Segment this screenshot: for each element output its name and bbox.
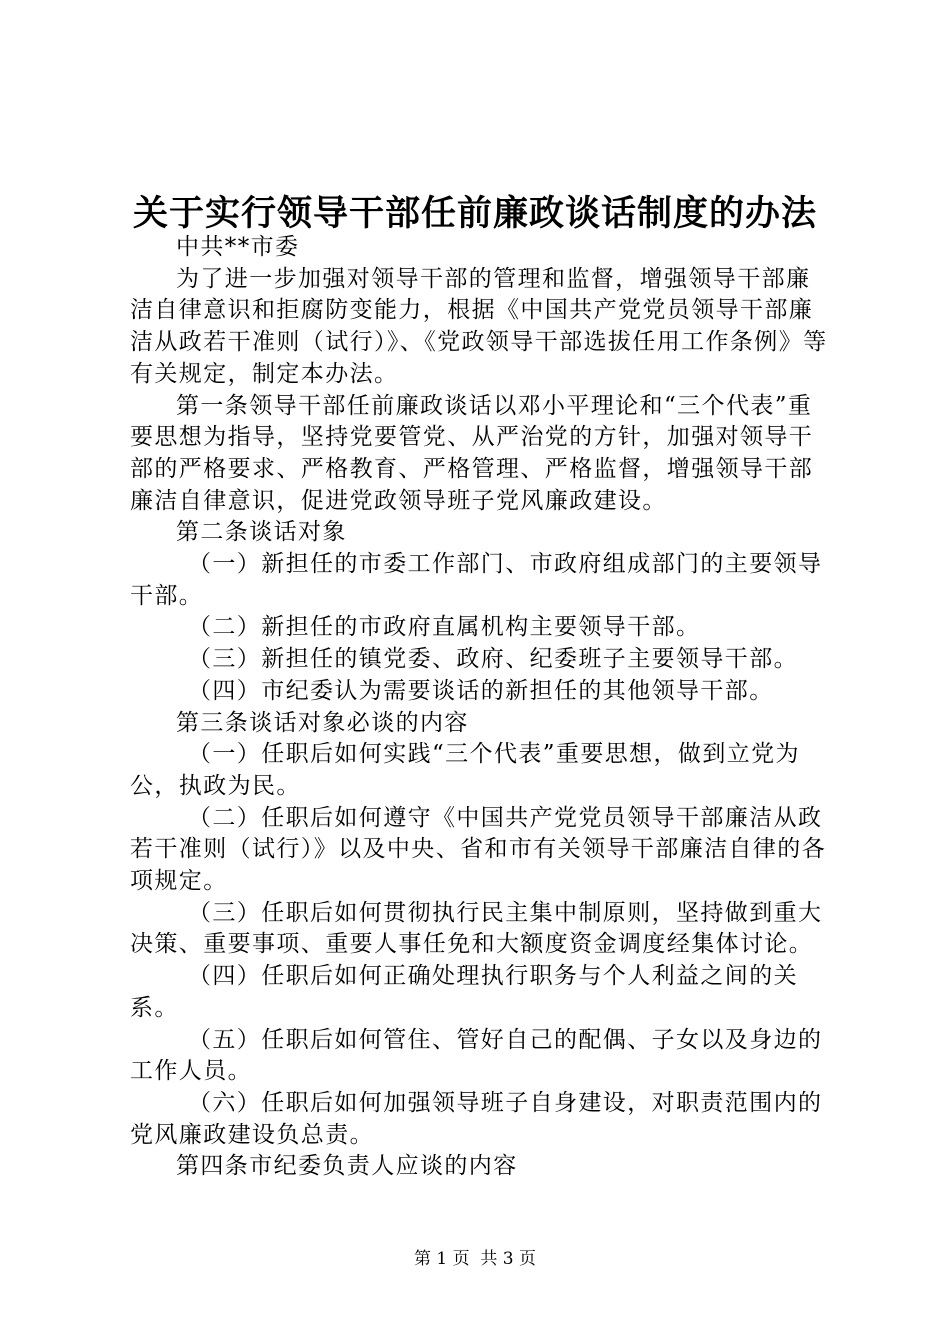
paragraph-article-2-heading: 第二条谈话对象 bbox=[176, 519, 347, 546]
paragraph-article-2-item-4: （四）市纪委认为需要谈话的新担任的其他领导干部。 bbox=[188, 677, 774, 704]
paragraph-article-3-heading: 第三条谈话对象必谈的内容 bbox=[176, 709, 469, 736]
paragraph-article-2-item-3: （三）新担任的镇党委、政府、纪委班子主要领导干部。 bbox=[188, 646, 798, 673]
paragraph-article-1: 第一条领导干部任前廉政谈话以邓小平理论和“三个代表”重要思想为指导，坚持党要管党、从严治党的方针，加强对领导干部的严格要求、严格教育、严格管理、严格监督，增强领导干部廉洁自律意识，促进党政领导班子党风廉政建设。 bbox=[130, 392, 814, 514]
paragraph-preamble: 为了进一步加强对领导干部的管理和监督，增强领导干部廉洁自律意识和拒腐防变能力，根据《中国共产党党员领导干部廉洁从政若干准则（试行）》、《党政领导干部选拔任用工作条例》等有关规定，制定本办法。 bbox=[130, 265, 828, 387]
page-footer: 第 1 页 共 3 页 bbox=[413, 1249, 537, 1269]
paragraph-article-3-item-4: （四）任职后如何正确处理执行职务与个人利益之间的关系。 bbox=[130, 963, 798, 1021]
paragraph-article-4-heading: 第四条市纪委负责人应谈的内容 bbox=[176, 1153, 518, 1180]
paragraph-article-3-item-3: （三）任职后如何贯彻执行民主集中制原则，坚持做到重大决策、重要事项、重要人事任免和大额度资金调度经集体讨论。 bbox=[130, 899, 823, 958]
issuer-line: 中共**市委 bbox=[176, 234, 300, 260]
paragraph-article-3-item-1: （一）任职后如何实践“三个代表”重要思想，做到立党为公，执政为民。 bbox=[130, 741, 800, 799]
paragraph-article-3-item-6: （六）任职后如何加强领导班子自身建设，对职责范围内的党风廉政建设负总责。 bbox=[130, 1089, 823, 1148]
paragraph-article-2-item-1: （一）新担任的市委工作部门、市政府组成部门的主要领导干部。 bbox=[130, 551, 823, 609]
paragraph-article-3-item-5: （五）任职后如何管住、管好自己的配偶、子女以及身边的工作人员。 bbox=[130, 1026, 823, 1085]
document-body bbox=[130, 232, 830, 1183]
document-title: 关于实行领导干部任前廉政谈话制度的办法 bbox=[132, 193, 817, 234]
paragraph-article-2-item-2: （二）新担任的市政府直属机构主要领导干部。 bbox=[188, 614, 701, 641]
paragraph-article-3-item-2: （二）任职后如何遵守《中国共产党党员领导干部廉洁从政若干准则（试行）》以及中央、省和市有关领导干部廉洁自律的各项规定。 bbox=[130, 804, 827, 895]
